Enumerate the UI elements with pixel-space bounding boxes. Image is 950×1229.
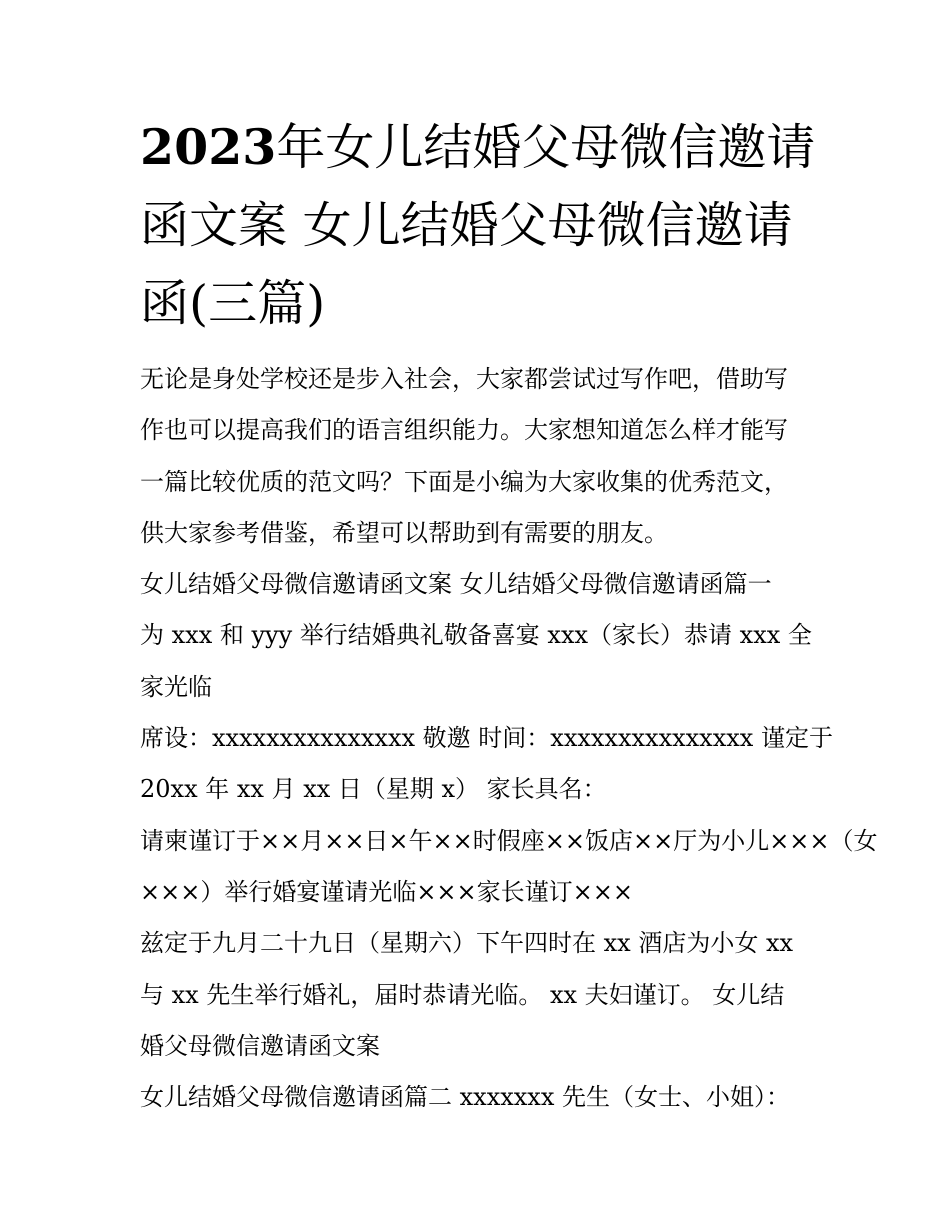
body-line: 供大家参考借鉴，希望可以帮助到有需要的朋友。 xyxy=(140,518,668,547)
body-line: 作也可以提高我们的语言组织能力。大家想知道怎么样才能写 xyxy=(140,416,788,445)
title-line-1-text: 年女儿结婚父母微信邀请 xyxy=(276,119,816,176)
body-line: 请柬谨订于××月××日×午××时假座××饭店××厅为小儿×××（女 xyxy=(140,826,878,855)
body-line: 20xx 年 xx 月 xx 日（星期 x） 家长具名： xyxy=(140,775,607,804)
body-line: 为 xxx 和 yyy 举行结婚典礼敬备喜宴 xxx（家长）恭请 xxx 全 xyxy=(140,621,812,650)
body-line: 席设：xxxxxxxxxxxxxxx 敬邀 时间：xxxxxxxxxxxxxxx 谨定于 xyxy=(140,724,833,753)
body-line: 女儿结婚父母微信邀请函篇二 xxxxxxx 先生（女士、小姐）： xyxy=(140,1083,791,1112)
title-line-2: 函文案 女儿结婚父母微信邀请 xyxy=(140,197,793,254)
body-line: 与 xx 先生举行婚礼，届时恭请光临。 xx 夫妇谨订。 女儿结 xyxy=(140,980,785,1009)
body-line: 兹定于九月二十九日（星期六）下午四时在 xx 酒店为小女 xx xyxy=(140,929,794,958)
body-line: ×××）举行婚宴谨请光临×××家长谨订××× xyxy=(140,877,633,906)
body-line: 婚父母微信邀请函文案 xyxy=(140,1031,380,1060)
title-line-3: 函(三篇) xyxy=(140,275,326,332)
document-body xyxy=(140,354,878,1123)
document-title xyxy=(140,108,820,343)
title-year: 2023 xyxy=(140,118,277,176)
body-line: 女儿结婚父母微信邀请函文案 女儿结婚父母微信邀请函篇一 xyxy=(140,570,772,599)
body-line: 家光临 xyxy=(140,672,212,701)
body-line: 一篇比较优质的范文吗？下面是小编为大家收集的优秀范文， xyxy=(140,467,788,496)
body-line: 无论是身处学校还是步入社会，大家都尝试过写作吧，借助写 xyxy=(140,365,788,393)
title-line-1 xyxy=(140,108,820,187)
